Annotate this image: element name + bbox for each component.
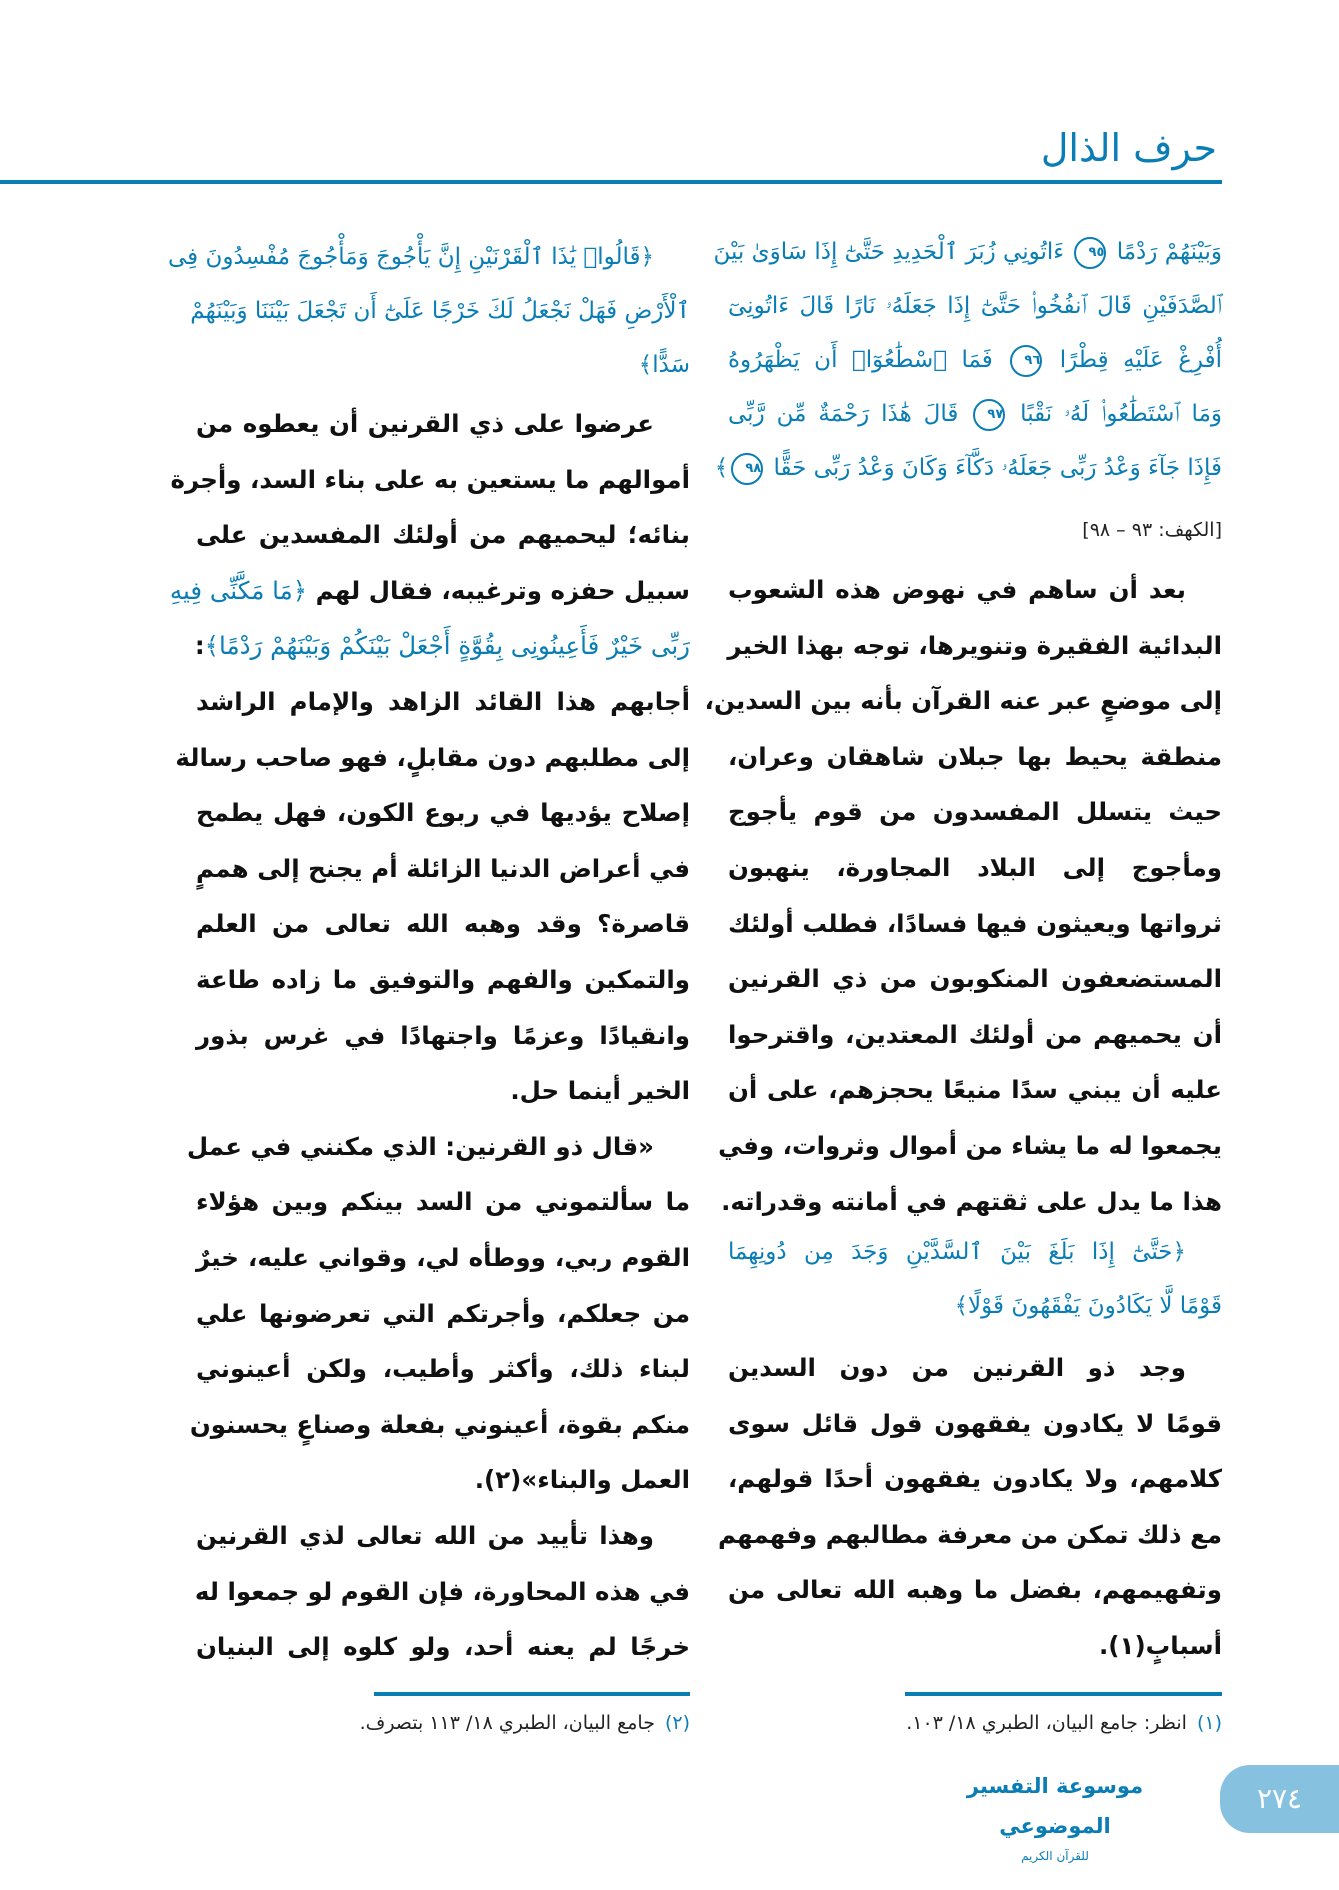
- text-line: وهذا تأييد من الله تعالى لذي القرنين: [196, 1521, 654, 1550]
- quote-paragraph: [186, 1119, 690, 1508]
- text-line: كلامهم، ولا يكادون يفقهون أحدًا قولهم،: [728, 1464, 1222, 1494]
- text-line: بعد أن ساهم في نهوض هذه الشعوب: [728, 575, 1186, 604]
- paragraph: [196, 1508, 690, 1675]
- text-line: وتفهيمهم، بفضل ما وهبه الله تعالى من: [728, 1575, 1222, 1605]
- quran-quote: رَبِّى خَيْرٌ فَأَعِينُونِى بِقُوَّةٍ أَجْعَلْ بَيْنَكُمْ وَبَيْنَهُمْ رَدْمًا: [219, 631, 690, 661]
- text-run: فَمَا ٱسْطَٰعُوٓا۟ أَن يَظْهَرُوهُ: [728, 347, 1008, 373]
- text-line: إصلاح يؤديها في ربوع الكون، فهل يطمح: [196, 798, 690, 828]
- footnote-divider: [905, 1692, 1222, 1696]
- text-run: أُفْرِغْ عَلَيْهِ قِطْرًا: [1045, 347, 1222, 373]
- text-line: الخير أينما حل.: [510, 1076, 690, 1106]
- text-line: أجابهم هذا القائد الزاهد والإمام الراشد: [196, 686, 690, 716]
- text-line: يجمعوا له ما يشاء من أموال وثروات، وفي: [718, 1130, 1222, 1160]
- header-divider: [0, 180, 1222, 184]
- text-line: ٱلصَّدَفَيْنِ قَالَ ٱنفُخُوا۟ حَتَّىٰٓ إِذَا جَعَلَهُۥ نَارًا قَالَ ءَاتُونِىٓ: [728, 293, 1222, 319]
- text-line: القوم ربي، ووطأه لي، وقواني عليه، خيرٌ: [196, 1242, 690, 1272]
- footnote-number: (١): [1196, 1712, 1222, 1734]
- text-line: وانقيادًا وعزمًا واجتهادًا في غرس بذور: [196, 1020, 690, 1050]
- text-line: قاصرة؟ وقد وهبه الله تعالى من العلم: [196, 909, 690, 939]
- text-line: منطقة يحيط بها جبلان شاهقان وعران،: [728, 741, 1222, 771]
- text-line: العمل والبناء»(٢).: [474, 1465, 690, 1495]
- text-line: سَدًّا﴾: [638, 352, 690, 378]
- text-line: هذا ما يدل على ثقتهم في أمانته وقدراته.: [721, 1186, 1222, 1216]
- verse-reference: [الكهف: ٩٣ – ٩٨]: [1082, 519, 1222, 541]
- text-line: ٱلْأَرْضِ فَهَلْ نَجْعَلُ لَكَ خَرْجًا عَلَىٰٓ أَن تَجْعَلَ بَيْنَنَا وَبَيْنَهُمْ: [190, 298, 690, 324]
- paragraph: [717, 1340, 1222, 1674]
- footnote-2: [360, 1706, 690, 1740]
- text-line: ﴿قَالُوا۟ يَٰذَا ٱلْقَرْنَيْنِ إِنَّ يَأْجُوجَ وَمَأْجُوجَ مُفْسِدُونَ فِى: [168, 244, 654, 270]
- text-line: مع ذلك تمكن من معرفة مطالبهم وفهمهم: [717, 1519, 1222, 1549]
- text-line: عليه أن يبني سدًا منيعًا يحجزهم، على أن: [728, 1075, 1222, 1105]
- text-line: بنائه؛ ليحميهم من أولئك المفسدين على: [196, 520, 690, 550]
- text-run: :: [194, 631, 205, 661]
- text-line: ومأجوج إلى البلاد المجاورة، ينهبون: [728, 852, 1222, 882]
- quran-bracket-open: ﴿: [292, 575, 308, 605]
- footnote-text: جامع البيان، الطبري ١٨/ ١١٣ بتصرف.: [359, 1712, 655, 1734]
- quran-verses-block: [713, 225, 1222, 495]
- paragraph: [704, 562, 1222, 1229]
- text-line: في هذه المحاورة، فإن القوم لو جمعوا له: [194, 1576, 690, 1606]
- encyclopedia-logo: [930, 1766, 1180, 1863]
- text-run: وَبَيْنَهُمْ رَدْمًا: [1109, 239, 1222, 265]
- ayah-number-icon: ٩٨: [731, 453, 763, 485]
- text-run: فَإِذَا جَآءَ وَعْدُ رَبِّى جَعَلَهُۥ دَكَّآءَ وَكَانَ وَعْدُ رَبِّى حَقًّا: [766, 455, 1222, 481]
- text-line: أسبابٍ(١).: [1099, 1630, 1222, 1660]
- text-line: لبناء ذلك، وأكثر وأطيب، ولكن أعينوني: [196, 1354, 690, 1384]
- text-line: خرجًا لم يعنه أحد، ولو كلوه إلى البنيان: [196, 1632, 690, 1662]
- ayah-number-icon: ٩٧: [973, 399, 1005, 431]
- text-line: ثرواتها ويعيثون فيها فسادًا، فطلب أولئك: [728, 908, 1222, 938]
- text-line: [713, 225, 1222, 279]
- text-line: [728, 333, 1222, 387]
- text-line: منكم بقوة، أعينوني بفعلة وصناعٍ يحسنون: [189, 1409, 690, 1439]
- logo-title: موسوعة التفسير الموضوعي: [966, 1774, 1144, 1838]
- text-line: ما سألتموني من السد بينكم وبين هؤلاء: [196, 1187, 690, 1217]
- ayah-number-icon: ٩٥: [1074, 237, 1106, 269]
- text-line: في أعراض الدنيا الزائلة أم يجنح إلى هممٍ: [196, 853, 690, 883]
- text-line: المستضعفون المنكوبون من ذي القرنين: [728, 964, 1222, 994]
- chapter-title: حرف الذال: [1040, 126, 1217, 170]
- footnote-number: (٢): [664, 1712, 690, 1734]
- quran-bracket-close: ﴾: [714, 455, 729, 481]
- quran-verses-block: [728, 1225, 1222, 1333]
- text-line: [196, 618, 690, 674]
- footnote-1: [906, 1706, 1222, 1740]
- text-line: ﴿حَتَّىٰٓ إِذَا بَلَغَ بَيْنَ ٱلسَّدَّيْنِ وَجَدَ مِن دُونِهِمَا: [728, 1239, 1186, 1265]
- text-line: عرضوا على ذي القرنين أن يعطوه من: [196, 409, 654, 438]
- text-line: قَوْمًا لَّا يَكَادُونَ يَفْقَهُونَ قَوْلًا﴾: [954, 1293, 1222, 1319]
- text-line: قومًا لا يكادون يفقهون قول قائل سوى: [728, 1408, 1222, 1438]
- paragraph: [169, 396, 690, 1119]
- page-number: ٢٧٤: [1220, 1765, 1339, 1833]
- footnote-text: انظر: جامع البيان، الطبري ١٨/ ١٠٣.: [906, 1712, 1187, 1734]
- text-line: حيث يتسلل المفسدون من قوم يأجوج: [728, 797, 1222, 827]
- ayah-number-icon: ٩٦: [1010, 345, 1042, 377]
- text-line: [169, 563, 690, 619]
- quran-verses-block: [168, 230, 690, 392]
- quran-quote: مَا مَكَّنِّى فِيهِ: [169, 575, 293, 605]
- text-run: وَمَا ٱسْتَطَٰعُوا۟ لَهُۥ نَقْبًا: [1008, 401, 1222, 427]
- text-line: من جعلكم، وأجرتكم التي تعرضونها علي: [196, 1298, 690, 1328]
- text-line: إلى مطلبهم دون مقابلٍ، فهو صاحب رسالة: [175, 742, 690, 772]
- text-line: إلى موضعٍ عبر عنه القرآن بأنه بين السدين،: [704, 686, 1222, 716]
- text-line: والتمكين والفهم والتوفيق ما زاده طاعة: [196, 964, 690, 994]
- footnote-divider: [374, 1692, 690, 1696]
- text-run: قَالَ هَٰذَا رَحْمَةٌ مِّن رَّبِّى: [728, 401, 971, 427]
- quran-bracket-close: ﴾: [204, 631, 220, 661]
- text-line: [728, 387, 1222, 441]
- text-run: سبيل حفزه وترغيبه، فقال لهم: [307, 575, 690, 605]
- text-line: أموالهم ما يستعين به على بناء السد، وأجرة: [170, 464, 690, 494]
- text-line: أن يحميهم من أولئك المعتدين، واقترحوا: [728, 1019, 1222, 1049]
- text-run: ءَاتُونِي زُبَرَ ٱلْحَدِيدِ حَتَّىٰٓ إِذَا سَاوَىٰ بَيْنَ: [713, 239, 1072, 265]
- logo-subtitle: للقرآن الكريم: [1021, 1849, 1089, 1863]
- text-line: «قال ذو القرنين: الذي مكنني في عمل: [186, 1131, 654, 1161]
- text-line: [714, 441, 1222, 495]
- text-line: البدائية الفقيرة وتنويرها، توجه بهذا الخير: [727, 630, 1222, 660]
- text-line: وجد ذو القرنين من دون السدين: [728, 1353, 1186, 1382]
